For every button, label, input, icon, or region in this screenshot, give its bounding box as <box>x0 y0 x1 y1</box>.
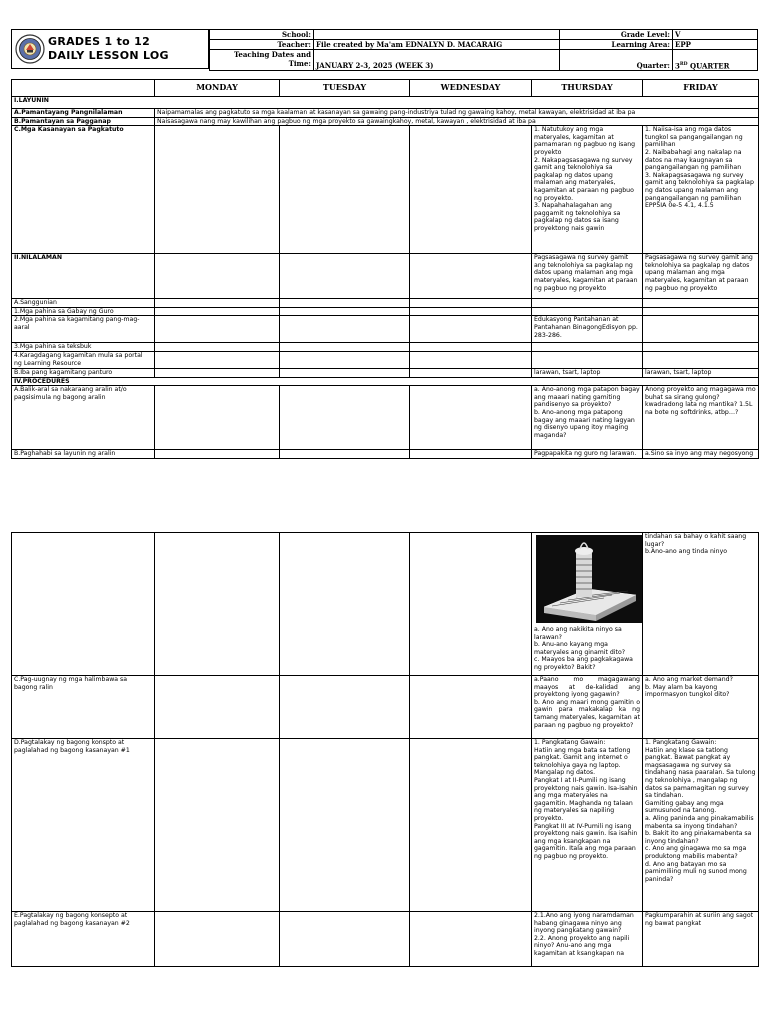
kasanayan-friday: 1. Naiisa-isa ang mga datos tungkol sa pangangailangan ng pamilihan 2. Naibabahagi ang nakalap na datos na may kaugnayan sa pangangailangan ng pamilihan 3. Nakapagsasagawa ng survey gamit ang teknolohiya sa pagkalap ng datos upang malaman ang pangangailangan ng pamilihan EPP5IA 0e-5 4.1, 4.1.5 <box>643 126 759 254</box>
quarter-word: QUARTER <box>687 61 730 70</box>
header-title-box <box>11 29 209 69</box>
section-layunin: I.LAYUNIN <box>12 97 759 109</box>
learning-area-label: Learning Area: <box>560 40 673 50</box>
day-header-monday: MONDAY <box>155 80 280 97</box>
kasanayan-wednesday <box>410 126 532 254</box>
pamantayan-sa-pagganap-text: Naisasagawa nang may kawilihan ang pagbuo ng mga proyekto sa gawaingkahoy, metal, kawayan , elektrisidad at iba pa <box>155 117 759 126</box>
row-label-pamantayan-sa-pagganap: B.Pamantayan sa Pagganap <box>12 117 155 126</box>
lesson-log-table-continued <box>11 532 759 967</box>
day-header-blank <box>12 80 155 97</box>
iba-pang-friday: larawan, tsart, laptop <box>643 368 759 377</box>
pagtalakay-2-thursday: 2.1.Ano ang iyong naramdaman habang ginagawa ninyo ang inyong pangkatang gawain? 2.2. Anong proyekto ang napili ninyo? Anu-ano ang mga kagamitan at ksangkapan na <box>532 912 643 967</box>
day-header-wednesday: WEDNESDAY <box>410 80 532 97</box>
pag-uugnay-friday: a. Ano ang market demand? b. May alam ba kayong impormasyon tungkol dito? <box>643 676 759 739</box>
paghahabi-thursday-continued <box>532 533 643 676</box>
day-header-friday: FRIDAY <box>643 80 759 97</box>
row-label-pag-uugnay: C.Pag-uugnay ng mga halimbawa sa bagong ralin <box>12 676 155 739</box>
row-label-kagamitang-pang-mag-aaral: 2.Mga pahina sa kagamitang pang-mag-aaral <box>12 316 155 343</box>
paghahabi-thursday: Pagpapakita ng guro ng larawan. <box>532 450 643 459</box>
teacher-value: File created by Ma'am EDNALYN D. MACARAIG <box>314 40 560 50</box>
nilalaman-tuesday <box>280 254 410 299</box>
row-label-iba-pang-kagamitan: B.Iba pang kagamitang panturo <box>12 368 155 377</box>
row-label-gabay-ng-guro: 1.Mga pahina sa Gabay ng Guro <box>12 307 155 316</box>
quarter-suffix: RD <box>679 61 688 67</box>
pagtalakay-2-friday: Pagkumparahin at suriin ang sagot ng bawat pangkat <box>643 912 759 967</box>
paghahabi-friday: a.Sino sa inyo ang may negosyong <box>643 450 759 459</box>
section-procedures: IV.PROCEDURES <box>12 377 759 386</box>
kasanayan-tuesday <box>280 126 410 254</box>
quarter-label: Quarter: <box>560 50 673 71</box>
grade-level-value: V <box>673 30 758 40</box>
kagamitang-thursday: Edukasyong Pantahanan at Pantahanan BinagongEdisyon pp. 283-286. <box>532 316 643 343</box>
row-label-pagtalakay-1: D.Pagtalakay ng bagong konspto at paglalahad ng bagong kasanayan #1 <box>12 739 155 912</box>
row-label-paghahabi: B.Paghahabi sa layunin ng aralin <box>12 450 155 459</box>
balik-aral-friday: Anong proyekto ang magagawa mo buhat sa sirang gulong? kwadradong lata ng mantika? 1.5L na bote ng softdrinks, atbp…? <box>643 386 759 450</box>
nilalaman-wednesday <box>410 254 532 299</box>
row-label-karagdagang-kagamitan: 4.Karagdagang kagamitan mula sa portal ng Learning Resource <box>12 351 155 368</box>
title-grades: GRADES 1 to 12 <box>48 35 151 48</box>
row-label-balik-aral: A.Balik-aral sa nakaraang aralin at/o pagsisimula ng bagong aralin <box>12 386 155 450</box>
iba-pang-thursday: larawan, tsart, laptop <box>532 368 643 377</box>
nilalaman-monday <box>155 254 280 299</box>
row-label-teksbuk: 3.Mga pahina sa teksbuk <box>12 343 155 352</box>
row-label-pagtalakay-2: E.Pagtalakay ng bagong konsepto at paglalahad ng bagong kasanayan #2 <box>12 912 155 967</box>
nilalaman-friday: Pagsasagawa ng survey gamit ang teknolohiya sa pagkalap ng datos upang malaman ang mga materyales, kagamitan at paraan ng pagbuo ng proyekto <box>643 254 759 299</box>
pagtalakay-1-thursday: 1. Pangkatang Gawain: Hatiin ang mga bata sa tatlong pangkat. Gamit ang internet o teknolohiya gaya ng laptop. Mangalap ng datos. Pangkat I at II-Pumili ng isang proyektong nais gawin. Isa-isahin ang mga materyales na gagamitin. Maghanda ng talaan ng materyales sa napiling proyekto. Pangkat III at IV-Pumili ng isang proyektong nais gawin. Isa isahin ang mga ksangkapan na gagamitin. Itala ang mga paraan ng pagbuo ng proyekto. <box>532 739 643 912</box>
paghahabi-friday-continued: tindahan sa bahay o kahit saang lugar? b.Ano-ano ang tinda ninyo <box>643 533 759 676</box>
school-value <box>314 30 560 40</box>
teaching-dates-value: JANUARY 2-3, 2025 (WEEK 3) <box>314 50 560 71</box>
grade-level-label: Grade Level: <box>560 30 673 40</box>
pagtalakay-1-friday: 1. Pangkatang Gawain: Hatiin ang klase sa tatlong pangkat. Bawat pangkat ay magsasagawa ng survey sa tindahang nasa paaralan. Sa tulong ng teknolohiya , mangalap ng datos sa pamamagitan ng survey sa tindahan. Gamiting gabay ang mga sumusunod na tanong. a. Aling paninda ang pinakamabilis mabenta sa inyong tindahan? b. Bakit ito ang pinakamabenta sa inyong tindahan? c. Ano ang ginagawa mo sa mga produktong mabilis mabenta? d. Ano ang batayan mo sa pamimiliing muli ng sunod mong paninda? <box>643 739 759 912</box>
row-label-pamantayang-pangnilalaman: A.Pamantayang Pangnilalaman <box>12 109 155 118</box>
nilalaman-thursday: Pagsasagawa ng survey gamit ang teknolohiya sa pagkalap ng datos upang malaman ang mga materyales, kagamitan at paraan ng pagbuo ng proyekto <box>532 254 643 299</box>
pamantayang-pangnilalaman-text: Naipamamalas ang pagkatuto sa mga kaalaman at kasanayan sa gawaing pang-industriya tulad ng gawaing kahoy, metal kawayan, elektrisidad at iba pa <box>155 109 759 118</box>
kasanayan-thursday: 1. Natutukoy ang mga materyales, kagamitan at pamamaran ng pagbuo ng isang proyekto 2. Nakapagsasagawa ng survey gamit ang teknolohiya sa pagkalap ng datos upang malaman ang materyales, kagamitan at paraan ng pagbuo ng proyekto. 3. Napahahalagahan ang paggamit ng teknolohiya sa pagkalap ng datos sa isang proyektong nais gawin <box>532 126 643 254</box>
learning-area-value: EPP <box>673 40 758 50</box>
project-photo <box>536 535 642 623</box>
kasanayan-monday <box>155 126 280 254</box>
teaching-dates-label-line2: Time: <box>288 59 311 68</box>
row-label-nilalaman: II.NILALAMAN <box>12 254 155 299</box>
quarter-value <box>673 50 758 71</box>
balik-aral-thursday: a. Ano-anong mga patapon bagay ang maaari nating gamiting pandisenyo sa proyekto? b. Ano-anong mga patapong bagay ang maaari nating lagyan ng disenyo upang itoy maging maganda? <box>532 386 643 450</box>
header-info-table <box>209 29 758 71</box>
row-label-kasanayan: C.Mga Kasanayan sa Pagkatuto <box>12 126 155 254</box>
teaching-dates-label-line1: Teaching Dates and <box>233 50 311 59</box>
lesson-log-table <box>11 79 759 459</box>
school-label: School: <box>210 30 314 40</box>
planter-project-image <box>536 535 642 623</box>
day-header-thursday: THURSDAY <box>532 80 643 97</box>
title-daily-lesson-log: DAILY LESSON LOG <box>48 49 169 62</box>
teacher-label: Teacher: <box>210 40 314 50</box>
day-header-tuesday: TUESDAY <box>280 80 410 97</box>
teaching-dates-label <box>210 50 314 71</box>
row-label-sanggunian: A.Sanggunian <box>12 299 155 308</box>
paghahabi-thursday-questions: a. Ano ang nakikita ninyo sa larawan? b. Anu-ano kayang mga materyales ang ginamit dito? c. Maayos ba ang pagkakagawa ng proyekto? Bakit? <box>534 626 633 671</box>
paghahabi-label-continued <box>12 533 155 676</box>
deped-seal-icon <box>15 34 45 64</box>
pag-uugnay-thursday: a.Paano mo magagawang maayos at de-kalidad ang proyektong iyong gagawin? b. Ano ang maari mong gamitin o gawin para makakalap ka ng tamang materyales, kagamitan at paraan ng pagbuo ng proyekto? <box>532 676 643 739</box>
quarter-number: 3 <box>675 61 680 70</box>
